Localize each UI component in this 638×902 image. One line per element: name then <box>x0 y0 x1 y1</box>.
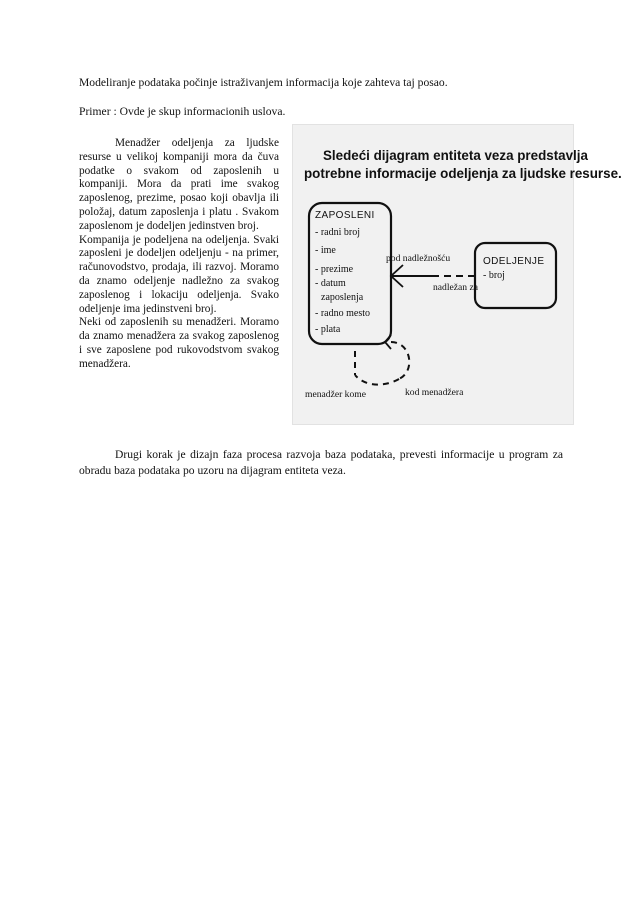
intro-paragraph: Modeliranje podataka počinje istraživanjem informacija koje zahteva taj posao. <box>79 76 448 89</box>
requirements-paragraph-departments: Kompanija je podeljena na odeljenja. Svaki zaposleni je dodeljen odeljenju - na primer, računovodstvo, prodaja, ili razvoj. Moramo da znamo odeljenje nadležno za svakog zaposlenog i lokaciju odeljenja. Svako odeljenje ima jedinstveni broj. <box>79 233 279 315</box>
attribute-radno-mesto: - radno mesto <box>315 308 370 319</box>
recursive-crows-foot-icon <box>385 335 391 349</box>
requirements-text <box>79 137 279 372</box>
entity-odeljenje-title: ODELJENJE <box>483 256 545 267</box>
label-menadzer-kome: menadžer kome <box>305 389 366 400</box>
diagram-title-line-1: Sledeći dijagram entiteta veza predstavlja <box>323 148 588 163</box>
attribute-plata: - plata <box>315 324 341 335</box>
recursive-relationship-bottom-arc <box>355 375 399 385</box>
label-pod-nadleznoscu: pod nadležnošću <box>386 253 451 264</box>
attribute-ime: - ime <box>315 245 336 256</box>
recursive-relationship-right-arc <box>391 342 409 379</box>
attribute-datum: - datum <box>315 278 346 289</box>
requirements-paragraph-managers: Neki od zaposlenih su menadžeri. Moramo da znamo menadžera za svakog zaposlenog i sve zaposlene pod rukovodstvom svakog menadžera. <box>79 316 279 370</box>
attribute-radni-broj: - radni broj <box>315 227 360 238</box>
diagram-title-line-2: potrebne informacije odeljenja za ljudske resurse. <box>304 166 622 181</box>
requirements-paragraph-employees: Menadžer odeljenja za ljudske resurse u velikoj kompaniji mora da čuva podatke o svakom od zaposlenih u kompaniji. Mora da prati ime svakog zaposlenog, prezime, posao koji obavlja ili položaj, datum zaposlenja i platu . Svakom zaposlenom je dodeljen jedinstven broj. <box>79 137 279 232</box>
er-diagram-figure <box>292 124 622 425</box>
attribute-broj: - broj <box>483 270 505 281</box>
example-paragraph: Primer : Ovde je skup informacionih uslova. <box>79 105 286 118</box>
label-nadlezan-za: nadležan za <box>433 282 479 293</box>
attribute-prezime: - prezime <box>315 264 354 275</box>
second-step-paragraph: Drugi korak je dizajn faza procesa razvoja baza podataka, prevesti informacije u program za obradu baza podataka po uzoru na dijagram entiteta veza. <box>79 448 563 477</box>
label-kod-menadzera: kod menadžera <box>405 387 464 398</box>
entity-zaposleni-title: ZAPOSLENI <box>315 210 375 221</box>
attribute-zaposlenja: zaposlenja <box>321 292 364 303</box>
